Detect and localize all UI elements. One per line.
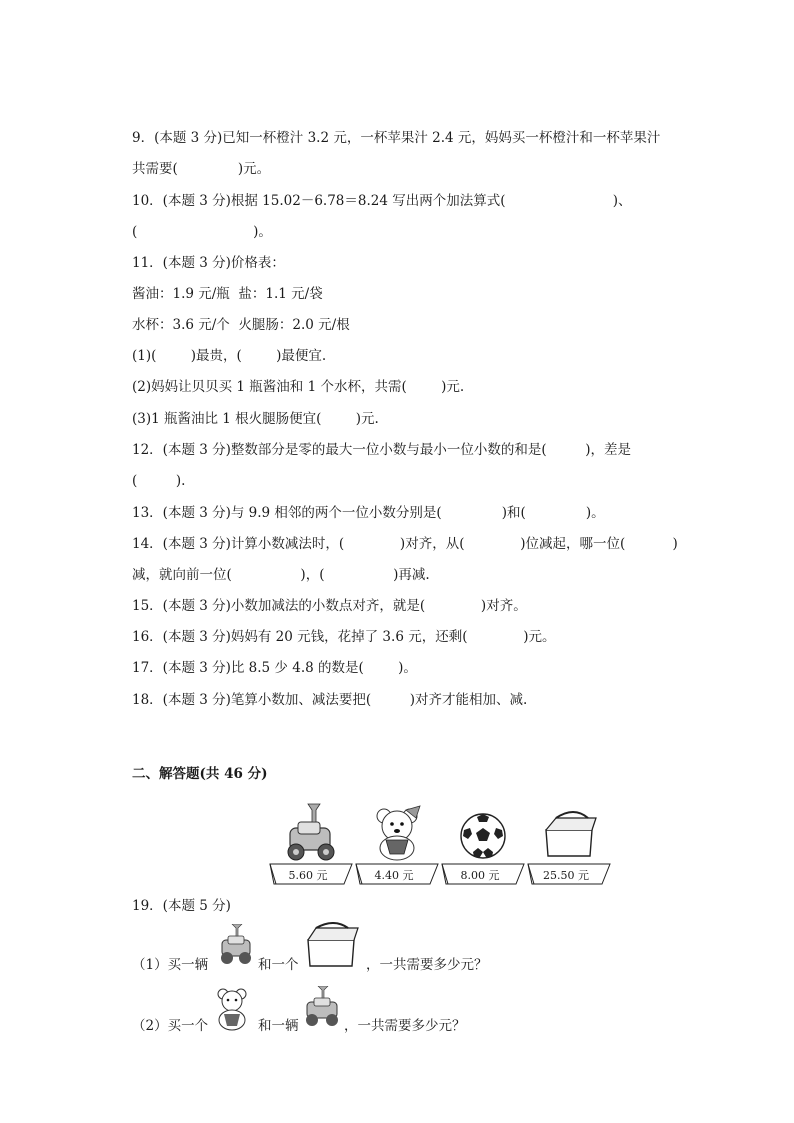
question-12-line-2: ( ). [132,473,186,489]
question-10-line-1: 10．(本题 3 分)根据 15.02－6.78＝8.24 写出两个加法算式( )、 [132,193,632,209]
question-19-sub2-suffix: ，一共需要多少元？ [344,1018,466,1034]
question-19-sub1-suffix: ，一共需要多少元？ [366,957,488,973]
section-title: 二、解答题(共 46 分) [132,766,268,782]
question-13: 13．(本题 3 分)与 9.9 相邻的两个一位小数分别是( )和( )。 [132,505,605,521]
question-19-sub1-middle: 和一个 [258,957,299,973]
question-11-price-row-1: 酱油：1.9 元/瓶 盐：1.1 元/袋 [132,286,323,302]
question-9-line-1: 9．(本题 3 分)已知一杯橙汁 3.2 元，一杯苹果汁 2.4 元，妈妈买一杯橙汁和一杯苹果汁 [132,130,661,146]
question-16: 16．(本题 3 分)妈妈有 20 元钱，花掉了 3.6 元，还剩( )元。 [132,629,556,645]
toy-car-icon [218,924,254,968]
toy-car-icon [302,986,342,1030]
question-11-part-1: (1)( )最贵，( )最便宜. [132,348,327,364]
question-14-line-2: 减，就向前一位( )，( )再减. [132,567,430,583]
question-18: 18．(本题 3 分)笔算小数加、减法要把( )对齐才能相加、减. [132,692,528,708]
product-row [268,802,608,892]
question-19-sub2-prefix: （2）买一个 [132,1018,209,1034]
bag-icon [300,922,362,970]
question-9-line-2: 共需要( )元。 [132,161,271,177]
question-11-part-3: (3)1 瓶酱油比 1 根火腿肠便宜( )元. [132,411,379,427]
product-soccer-ball [440,802,526,892]
price-label: 4.40 元 [374,869,414,882]
question-12-line-1: 12．(本题 3 分)整数部分是零的最大一位小数与最小一位小数的和是( )，差是 [132,442,632,458]
product-teddy-bear [354,802,440,892]
question-11-part-2: (2)妈妈让贝贝买 1 瓶酱油和 1 个水杯，共需( )元. [132,379,465,395]
price-label: 5.60 元 [288,869,328,882]
question-15: 15．(本题 3 分)小数加减法的小数点对齐，就是( )对齐。 [132,598,527,614]
product-bag [526,802,612,892]
question-19-label: 19．(本题 5 分) [132,898,231,914]
question-14-line-1: 14．(本题 3 分)计算小数减法时，( )对齐，从( )位减起，哪一位( ) [132,536,678,552]
question-17: 17．(本题 3 分)比 8.5 少 4.8 的数是( )。 [132,660,417,676]
product-toy-car [268,802,354,892]
price-label: 8.00 元 [460,869,500,882]
question-19-sub1-prefix: （1）买一辆 [132,957,209,973]
question-11-line-1: 11．(本题 3 分)价格表： [132,255,285,271]
teddy-bear-icon [212,986,252,1032]
price-label: 25.50 元 [543,869,589,882]
question-11-price-row-2: 水杯：3.6 元/个 火腿肠：2.0 元/根 [132,317,350,333]
question-19-sub2-middle: 和一辆 [258,1018,299,1034]
question-10-line-2: ( )。 [132,224,272,240]
